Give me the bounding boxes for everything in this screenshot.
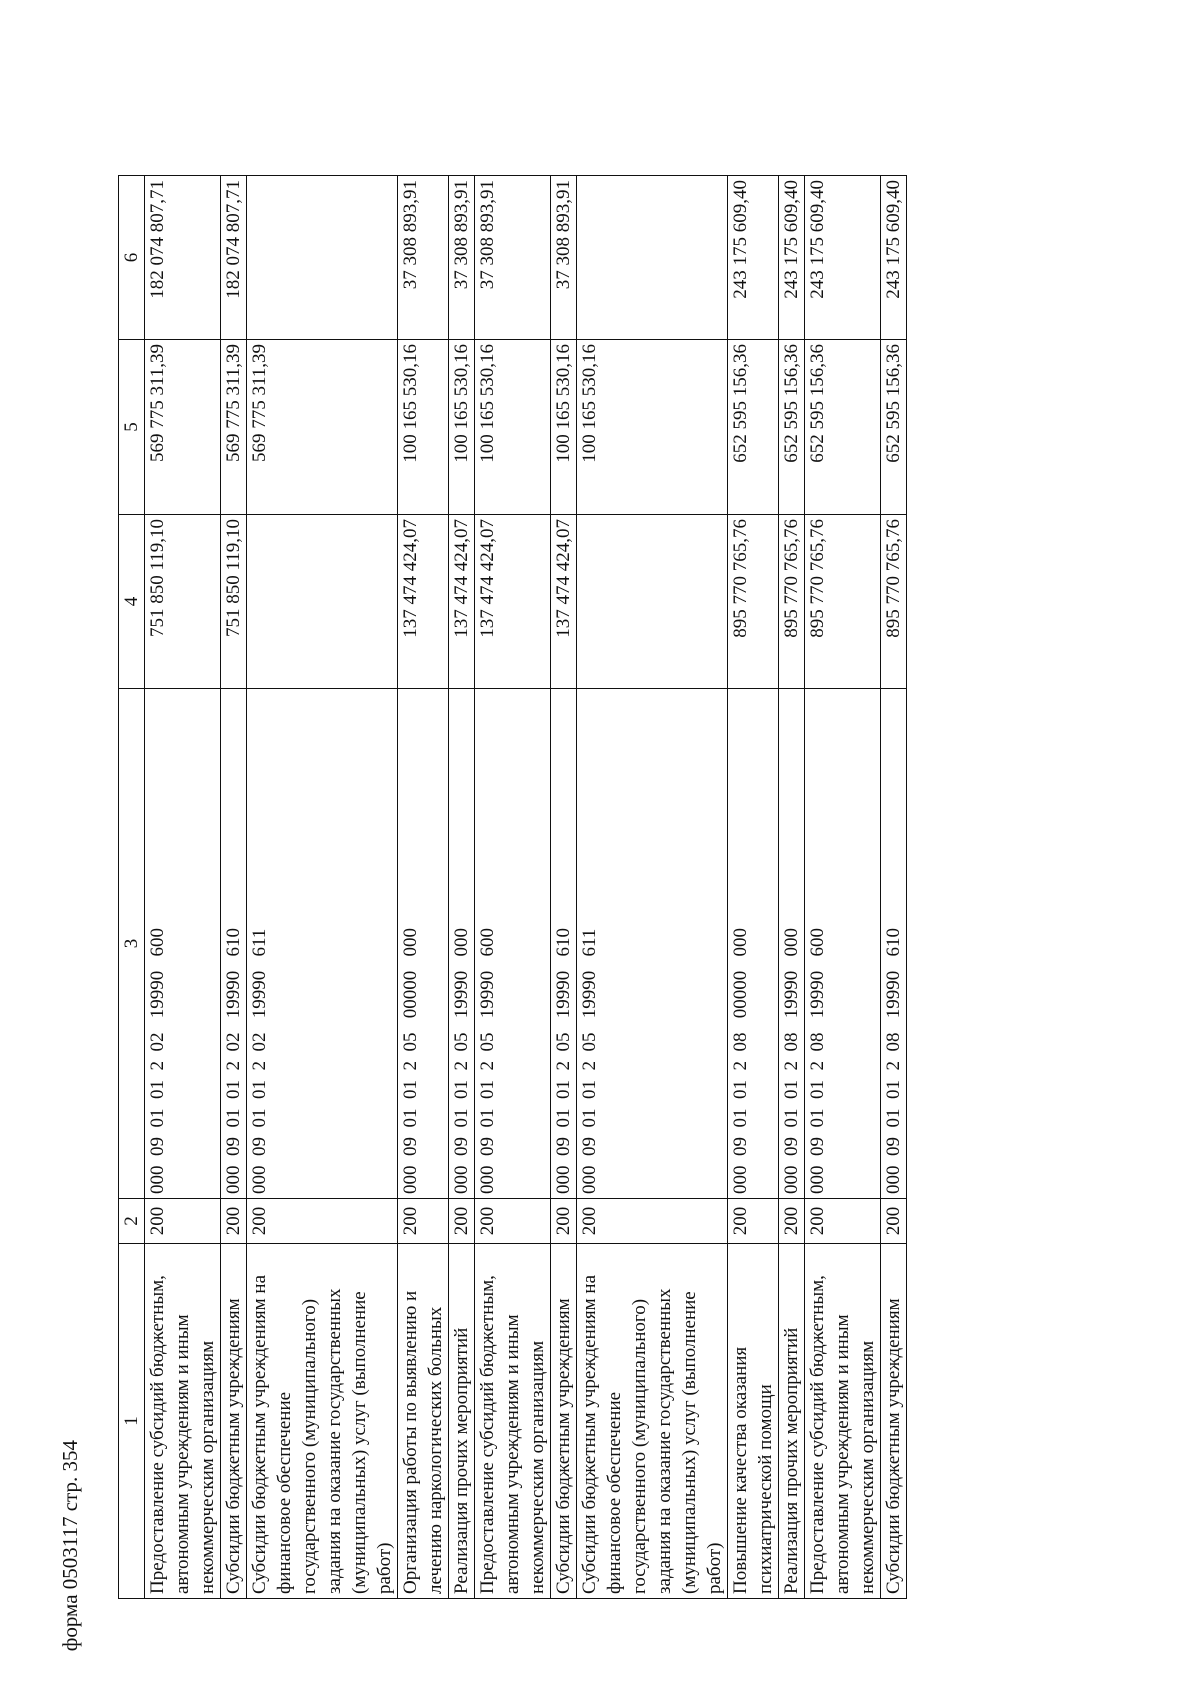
row-name-cell: Субсидии бюджетным учреждениям на финансовое обеспечение государственного (муниципального) задания на оказание государственных (муниципальных) услуг (выполнение работ) xyxy=(247,1244,398,1599)
unexecuted-amount-cell: 37 308 893,91 xyxy=(475,176,551,340)
budget-code-cell: 000 09 01 01 2 05 00000 000 xyxy=(398,689,449,1199)
line-code-cell: 200 xyxy=(475,1199,551,1244)
table-row xyxy=(881,176,907,1599)
budget-code-cell: 000 09 01 01 2 08 00000 000 xyxy=(728,689,779,1199)
approved-amount-cell: 137 474 424,07 xyxy=(475,515,551,689)
unexecuted-amount-cell: 243 175 609,40 xyxy=(779,176,805,340)
row-name-cell: Предоставление субсидий бюджетным, автономным учреждениям и иным некоммерческим организациям xyxy=(145,1244,221,1599)
table-row xyxy=(221,176,247,1599)
approved-amount-cell xyxy=(247,515,398,689)
approved-amount-cell: 137 474 424,07 xyxy=(551,515,577,689)
table-row xyxy=(475,176,551,1599)
approved-amount-cell: 751 850 119,10 xyxy=(221,515,247,689)
budget-code-cell: 000 09 01 01 2 08 19990 000 xyxy=(779,689,805,1199)
approved-amount-cell: 895 770 765,76 xyxy=(805,515,881,689)
column-header: 4 xyxy=(119,515,145,689)
column-header: 2 xyxy=(119,1199,145,1244)
table-body xyxy=(119,176,907,1599)
approved-amount-cell: 137 474 424,07 xyxy=(449,515,475,689)
line-code-cell: 200 xyxy=(779,1199,805,1244)
approved-amount-cell: 895 770 765,76 xyxy=(779,515,805,689)
row-name-cell: Повышение качества оказания психиатрической помощи xyxy=(728,1244,779,1599)
executed-amount-cell: 569 775 311,39 xyxy=(145,340,221,515)
table-row xyxy=(728,176,779,1599)
executed-amount-cell: 652 595 156,36 xyxy=(779,340,805,515)
row-name-cell: Предоставление субсидий бюджетным, автономным учреждениям и иным некоммерческим организациям xyxy=(805,1244,881,1599)
unexecuted-amount-cell: 37 308 893,91 xyxy=(398,176,449,340)
unexecuted-amount-cell: 37 308 893,91 xyxy=(551,176,577,340)
unexecuted-amount-cell: 182 074 807,71 xyxy=(221,176,247,340)
approved-amount-cell xyxy=(577,515,728,689)
executed-amount-cell: 569 775 311,39 xyxy=(247,340,398,515)
budget-code-cell: 000 09 01 01 2 08 19990 610 xyxy=(881,689,907,1199)
unexecuted-amount-cell: 182 074 807,71 xyxy=(145,176,221,340)
unexecuted-amount-cell: 243 175 609,40 xyxy=(805,176,881,340)
line-code-cell: 200 xyxy=(398,1199,449,1244)
table-row xyxy=(779,176,805,1599)
row-name-cell: Предоставление субсидий бюджетным, автономным учреждениям и иным некоммерческим организациям xyxy=(475,1244,551,1599)
budget-code-cell: 000 09 01 01 2 02 19990 611 xyxy=(247,689,398,1199)
line-code-cell: 200 xyxy=(728,1199,779,1244)
line-code-cell: 200 xyxy=(221,1199,247,1244)
unexecuted-amount-cell: 37 308 893,91 xyxy=(449,176,475,340)
budget-code-cell: 000 09 01 01 2 02 19990 610 xyxy=(221,689,247,1199)
budget-code-cell: 000 09 01 01 2 02 19990 600 xyxy=(145,689,221,1199)
budget-code-cell: 000 09 01 01 2 05 19990 611 xyxy=(577,689,728,1199)
budget-code-cell: 000 09 01 01 2 05 19990 000 xyxy=(449,689,475,1199)
budget-code-cell: 000 09 01 01 2 05 19990 600 xyxy=(475,689,551,1199)
table-row xyxy=(449,176,475,1599)
executed-amount-cell: 652 595 156,36 xyxy=(805,340,881,515)
approved-amount-cell: 137 474 424,07 xyxy=(398,515,449,689)
line-code-cell: 200 xyxy=(805,1199,881,1244)
unexecuted-amount-cell: 243 175 609,40 xyxy=(728,176,779,340)
approved-amount-cell: 751 850 119,10 xyxy=(145,515,221,689)
column-number-row xyxy=(119,176,145,1599)
table-row xyxy=(145,176,221,1599)
line-code-cell: 200 xyxy=(247,1199,398,1244)
expense-table xyxy=(118,175,907,1599)
table-row xyxy=(247,176,398,1599)
table-row xyxy=(551,176,577,1599)
executed-amount-cell: 100 165 530,16 xyxy=(475,340,551,515)
table-row xyxy=(577,176,728,1599)
executed-amount-cell: 100 165 530,16 xyxy=(449,340,475,515)
row-name-cell: Субсидии бюджетным учреждениям xyxy=(221,1244,247,1599)
row-name-cell: Реализация прочих мероприятий xyxy=(779,1244,805,1599)
executed-amount-cell: 100 165 530,16 xyxy=(551,340,577,515)
line-code-cell: 200 xyxy=(881,1199,907,1244)
table-row xyxy=(805,176,881,1599)
approved-amount-cell: 895 770 765,76 xyxy=(728,515,779,689)
row-name-cell: Субсидии бюджетным учреждениям xyxy=(881,1244,907,1599)
column-header: 5 xyxy=(119,340,145,515)
executed-amount-cell: 569 775 311,39 xyxy=(221,340,247,515)
line-code-cell: 200 xyxy=(145,1199,221,1244)
row-name-cell: Организация работы по выявлению и лечению наркологических больных xyxy=(398,1244,449,1599)
budget-code-cell: 000 09 01 01 2 05 19990 610 xyxy=(551,689,577,1199)
executed-amount-cell: 652 595 156,36 xyxy=(728,340,779,515)
column-header: 6 xyxy=(119,176,145,340)
row-name-cell: Реализация прочих мероприятий xyxy=(449,1244,475,1599)
executed-amount-cell: 100 165 530,16 xyxy=(577,340,728,515)
unexecuted-amount-cell xyxy=(577,176,728,340)
column-header: 3 xyxy=(119,689,145,1199)
line-code-cell: 200 xyxy=(551,1199,577,1244)
row-name-cell: Субсидии бюджетным учреждениям xyxy=(551,1244,577,1599)
unexecuted-amount-cell xyxy=(247,176,398,340)
approved-amount-cell: 895 770 765,76 xyxy=(881,515,907,689)
line-code-cell: 200 xyxy=(449,1199,475,1244)
executed-amount-cell: 652 595 156,36 xyxy=(881,340,907,515)
budget-code-cell: 000 09 01 01 2 08 19990 600 xyxy=(805,689,881,1199)
form-reference: форма 0503117 стр. 354 xyxy=(58,1440,82,1652)
line-code-cell: 200 xyxy=(577,1199,728,1244)
executed-amount-cell: 100 165 530,16 xyxy=(398,340,449,515)
row-name-cell: Субсидии бюджетным учреждениям на финансовое обеспечение государственного (муниципального) задания на оказание государственных (муниципальных) услуг (выполнение работ) xyxy=(577,1244,728,1599)
column-header: 1 xyxy=(119,1244,145,1599)
table-row xyxy=(398,176,449,1599)
unexecuted-amount-cell: 243 175 609,40 xyxy=(881,176,907,340)
